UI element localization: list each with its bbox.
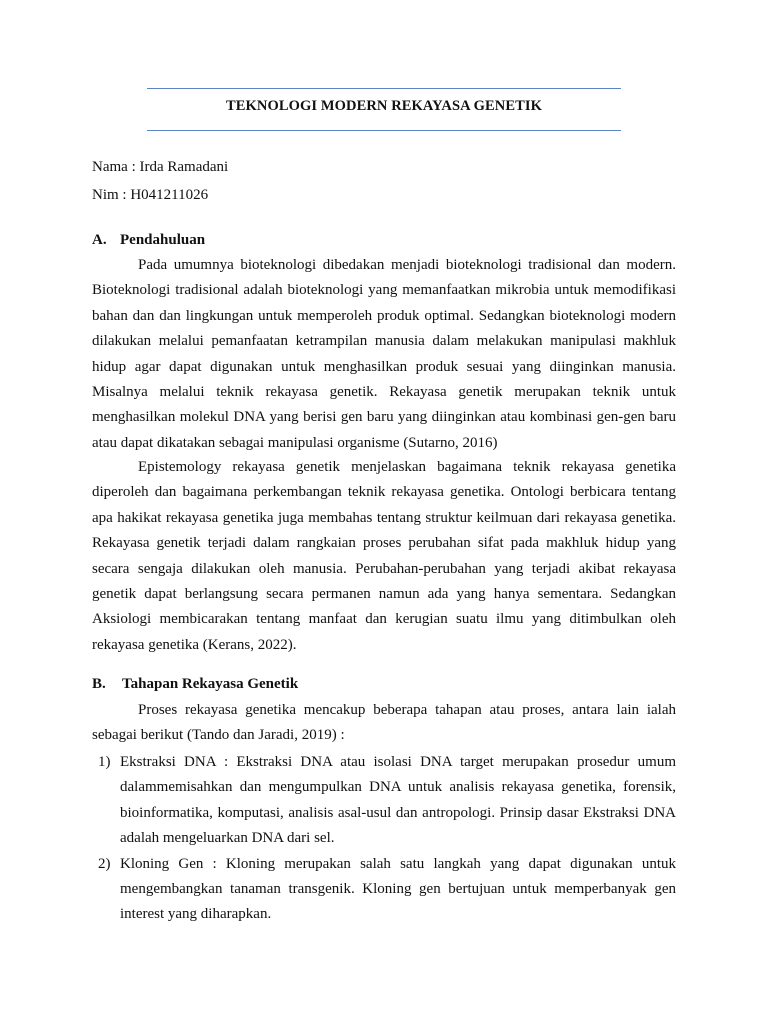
student-id: Nim : H041211026: [92, 187, 209, 203]
title-bottom-rule: [147, 130, 621, 131]
list-item-number: 1): [98, 754, 111, 770]
section-a-paragraph-2: Epistemology rekayasa genetik menjelaskan bagaimana teknik rekayasa genetika diperoleh dan bagaimana perkembangan teknik rekayasa genetika. Ontologi berbicara tentang apa hakikat rekayasa genetika juga membahas tentang struktur keilmuan dari rekayasa genetika. Rekayasa genetik terjadi dalam rangkaian proses perubahan sifat pada makhluk hidup yang secara sengaja dilakukan oleh manusia. Perubahan-perubahan yang terjadi akibat rekayasa genetik dapat berlangsung secara permanen namun ada yang hanya sementara. Sedangkan Aksiologi membicarakan tentang manfaat dan kerugian suatu ilmu yang ditimbulkan oleh rekayasa genetika (Kerans, 2022).: [92, 459, 676, 653]
section-a-title: Pendahuluan: [120, 232, 206, 248]
section-b-intro: Proses rekayasa genetika mencakup beberapa tahapan atau proses, antara lain ialah sebagai berikut (Tando dan Jaradi, 2019) :: [92, 702, 676, 744]
list-item: [92, 852, 676, 928]
list-item-number: 2): [98, 855, 111, 872]
section-b-title: Tahapan Rekayasa Genetik: [122, 676, 299, 692]
section-b-letter: B.: [92, 676, 106, 692]
section-a-paragraph-1: Pada umumnya bioteknologi dibedakan menjadi bioteknologi tradisional dan modern. Bioteknologi tradisional adalah bioteknologi yang memanfaatkan mikrobia untuk memodifikasi bahan dan dan lingkungan untuk memperoleh produk optimal. Sedangkan bioteknologi modern dilakukan melalui pemanfaatan ketrampilan manusia dalam melakukan manipulasi makhluk hidup agar dapat digunakan untuk menghasilkan produk sesuai yang diinginkan manusia. Misalnya melalui teknik rekayasa genetik. Rekayasa genetik merupakan teknik untuk menghasilkan molekul DNA yang berisi gen baru yang diinginkan atau kombinasi gen-gen baru atau dapat dikatakan sebagai manipulasi organisme (Sutarno, 2016): [92, 257, 676, 451]
section-a-letter: A.: [92, 232, 107, 248]
list-item: [92, 750, 676, 852]
list-item-text: Ekstraksi DNA : Ekstraksi DNA atau isolasi DNA target merupakan prosedur umum dalammemisahkan dan mengumpulkan DNA untuk analisis rekayasa genetika, forensik, bioinformatika, komputasi, analisis asal-usul dan antropologi. Prinsip dasar Ekstraksi DNA adalah mengeluarkan DNA dari sel.: [120, 754, 676, 847]
section-a-heading: [92, 232, 205, 249]
process-steps-list: [92, 750, 676, 928]
title-top-rule: [147, 88, 621, 89]
author-name: Nama : Irda Ramadani: [92, 159, 229, 175]
list-item-text: Kloning Gen : Kloning merupakan salah satu langkah yang dapat digunakan untuk mengembangkan tanaman transgenik. Kloning gen bertujuan untuk memperbanyak gen interest yang diharapkan.: [120, 855, 676, 923]
document-title: TEKNOLOGI MODERN REKAYASA GENETIK: [225, 98, 543, 114]
section-b-heading: [92, 676, 298, 693]
